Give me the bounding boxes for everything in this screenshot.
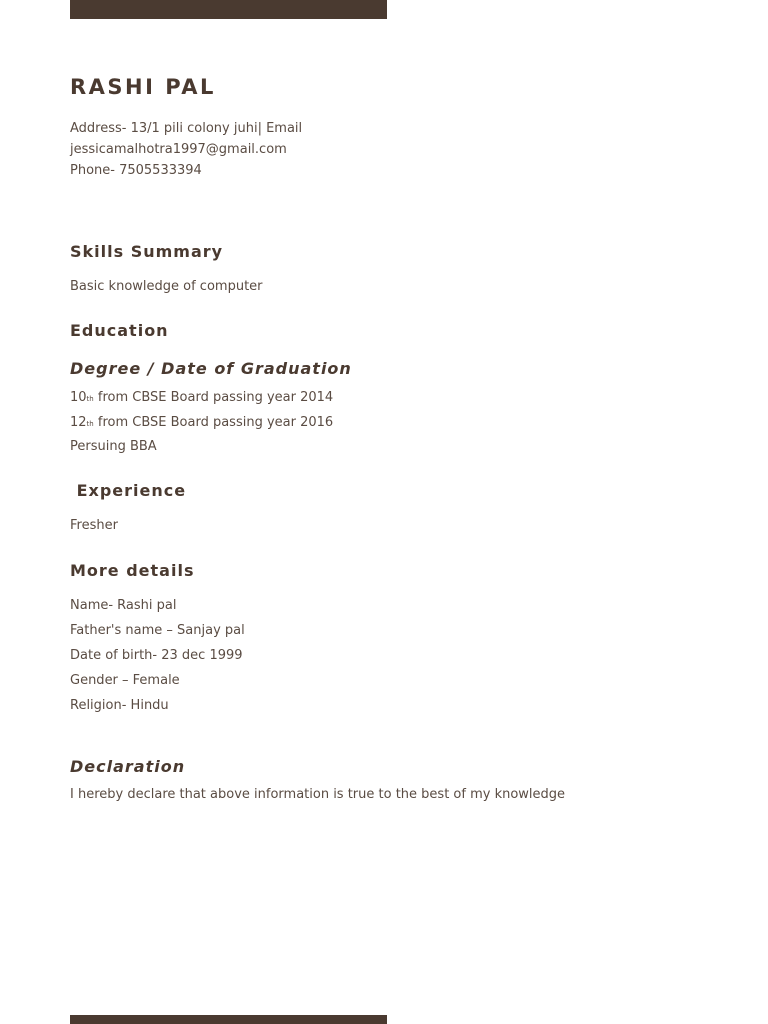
skills-text: Basic knowledge of computer (70, 279, 263, 294)
education-heading: Education (70, 321, 169, 340)
phone-line: Phone- 7505533394 (70, 163, 202, 178)
education-item: 12th from CBSE Board passing year 2016 (70, 414, 334, 430)
declaration-heading: Declaration (70, 757, 186, 776)
detail-date-of-birth: Date of birth- 23 dec 1999 (70, 648, 243, 663)
email-line: jessicamalhotra1997@gmail.com (70, 142, 287, 157)
contact-block (70, 118, 302, 181)
top-decorative-bar (70, 0, 387, 19)
experience-heading: Experience (70, 481, 187, 500)
detail-gender: Gender – Female (70, 673, 180, 688)
education-item: 10th from CBSE Board passing year 2014 (70, 390, 334, 405)
detail-father-name: Father's name – Sanjay pal (70, 623, 245, 638)
skills-heading: Skills Summary (70, 242, 224, 261)
candidate-name: RASHI PAL (70, 75, 216, 99)
detail-name: Name- Rashi pal (70, 598, 177, 613)
more-details-list (70, 597, 245, 722)
declaration-text: I hereby declare that above information is true to the best of my knowledge (70, 787, 566, 802)
education-subheading: Degree / Date of Graduation (70, 359, 352, 378)
address-line: Address- 13/1 pili colony juhi| Email (70, 121, 303, 136)
more-details-heading: More details (70, 561, 195, 580)
bottom-decorative-bar (70, 1015, 387, 1024)
detail-religion: Religion- Hindu (70, 698, 169, 713)
experience-text: Fresher (70, 518, 118, 533)
education-item: Persuing BBA (70, 439, 157, 454)
education-list (70, 389, 333, 463)
